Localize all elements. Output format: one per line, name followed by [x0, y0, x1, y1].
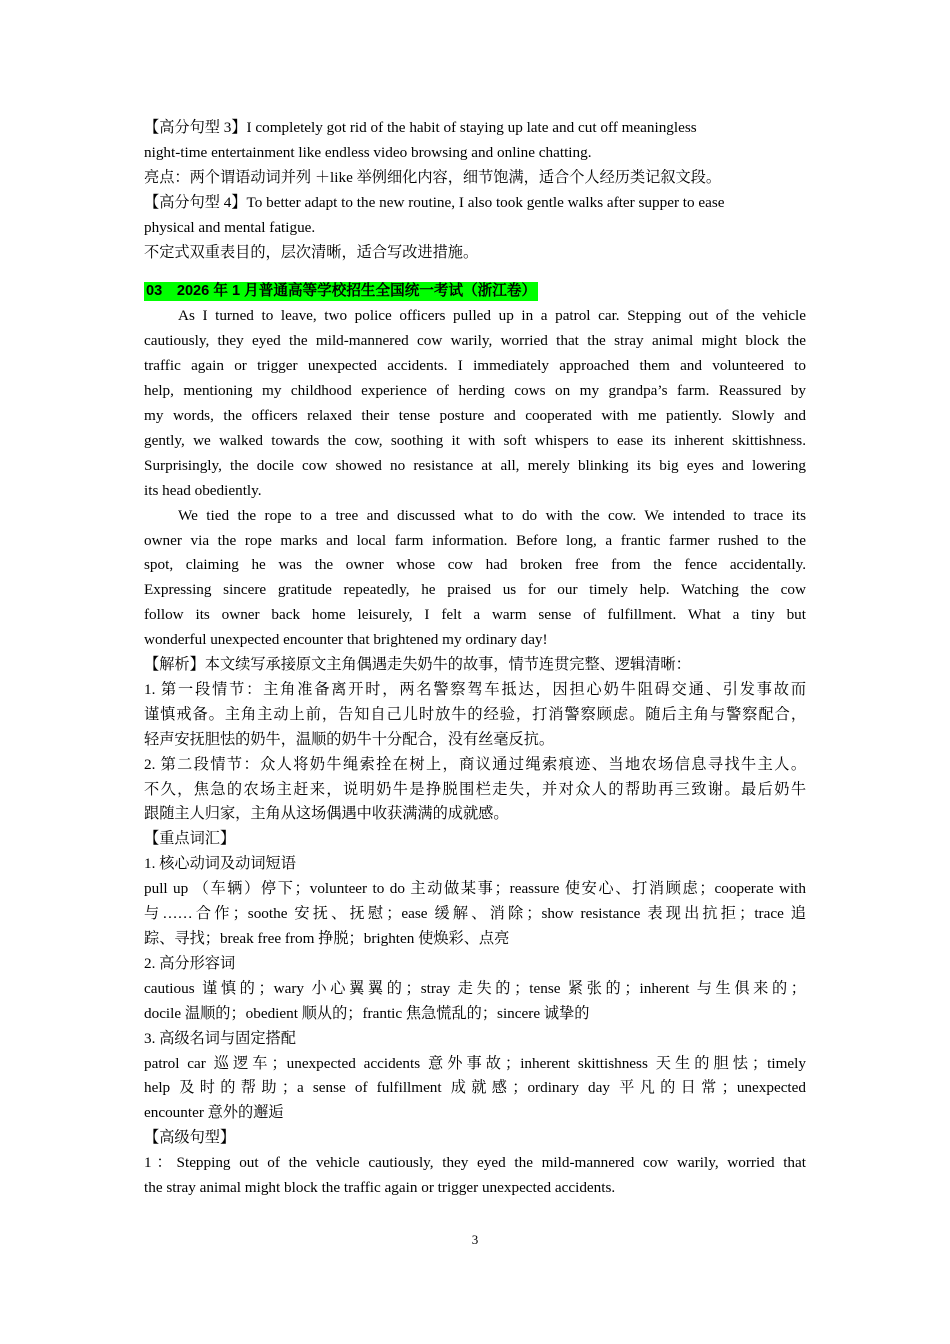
essay-p2-line: Expressing sincere gratitude repeatedly, he praised us for our timely help. Watching the cow — [144, 581, 806, 599]
essay-p2-line: follow its owner back home leisurely, I felt a warm sense of fulfillment. What a tiny but — [144, 606, 806, 624]
vocab-line: cautious 谨慎的；wary 小心翼翼的；stray 走失的；tense 紧张的；inherent 与生俱来的； — [144, 979, 806, 997]
vocab-line: 与……合作；soothe 安抚、抚慰；ease 缓解、消除；show resistance 表现出抗拒；trace 追 — [144, 905, 806, 923]
essay-p1-line: help, mentioning my childhood experience of herding cows on my grandpa’s farm. Reassured by — [144, 382, 806, 400]
essay-p2-line: wonderful unexpected encounter that brightened my ordinary day! — [144, 631, 548, 649]
vocab-section-title: 3. 高级名词与固定搭配 — [144, 1029, 296, 1047]
vocab-heading: 【重点词汇】 — [144, 830, 236, 848]
sentences-heading: 【高级句型】 — [144, 1129, 236, 1147]
analysis-point1-line: 谨慎戒备。主角主动上前，告知自己儿时放牛的经验，打消警察顾虑。随后主角与警察配合， — [144, 705, 806, 723]
sentence-pattern-4-cont: physical and mental fatigue. — [144, 218, 316, 236]
essay-p2-line: We tied the rope to a tree and discussed what to do with the cow. We intended to trace its — [178, 506, 806, 524]
sentence-pattern-4: 【高分句型 4】To better adapt to the new routine, I also took gentle walks after supper to ease — [144, 193, 725, 211]
analysis-point1-line: 轻声安抚胆怯的奶牛，温顺的奶牛十分配合，没有丝毫反抗。 — [144, 730, 555, 748]
sentence-pattern-3: 【高分句型 3】I completely got rid of the habit of staying up late and cut off meaningless — [144, 119, 697, 136]
essay-p1-line: As I turned to leave, two police officers pulled up in a patrol car. Stepping out of the vehicle — [178, 307, 806, 325]
vocab-line: patrol car 巡逻车；unexpected accidents 意外事故；inherent skittishness 天生的胆怯；timely — [144, 1054, 806, 1072]
essay-p1-line: traffic again or trigger unexpected accidents. I immediately approached them and volunteered to — [144, 357, 806, 375]
section-heading — [144, 279, 806, 304]
sentence-pattern-4-note: 不定式双重表目的，层次清晰，适合写改进措施。 — [144, 243, 479, 261]
analysis-point1-line: 1. 第一段情节：主角准备离开时，两名警察驾车抵达，因担心奶牛阻碍交通、引发事故而 — [144, 680, 806, 698]
section-heading-text: 03 2026 年 1 月普通高等学校招生全国统一考试（浙江卷） — [146, 283, 537, 300]
sentence-pattern-3-cont: night-time entertainment like endless video browsing and online chatting. — [144, 143, 592, 161]
analysis-point2-line: 跟随主人归家，主角从这场偶遇中收获满满的成就感。 — [144, 805, 509, 823]
analysis-point2-line: 不久，焦急的农场主赶来，说明奶牛是挣脱围栏走失，并对众人的帮助再三致谢。最后奶牛 — [144, 780, 806, 798]
essay-p1-line: cautiously, they eyed the mild-mannered cow warily, worried that the stray animal might block the — [144, 332, 806, 350]
sentence-pattern-3-note: 亮点：两个谓语动词并列 ＋like 举例细化内容，细节饱满，适合个人经历类记叙文段。 — [144, 168, 722, 186]
essay-p2-line: spot, claiming he was the owner whose cow had broken free from the fence accidentally. — [144, 556, 806, 574]
document-page — [144, 116, 806, 1201]
analysis-intro: 【解析】本文续写承接原文主角偶遇走失奶牛的故事，情节连贯完整、逻辑清晰： — [144, 656, 691, 674]
vocab-line: 踪、寻找；break free from 挣脱；brighten 使焕彩、点亮 — [144, 930, 510, 947]
sentence-line: the stray animal might block the traffic again or trigger unexpected accidents. — [144, 1179, 616, 1197]
vocab-line: docile 温顺的；obedient 顺从的；frantic 焦急慌乱的；sincere 诚挚的 — [144, 1004, 590, 1022]
sentence-line: 1：Stepping out of the vehicle cautiously, they eyed the mild-mannered cow warily, worried that — [144, 1154, 806, 1172]
essay-p1-line: its head obediently. — [144, 481, 262, 499]
vocab-section-title: 2. 高分形容词 — [144, 954, 236, 972]
vocab-line: help 及时的帮助；a sense of fulfillment 成就感；ordinary day 平凡的日常；unexpected — [144, 1079, 806, 1097]
essay-p1-line: my words, the officers relaxed their tense posture and cooperated with me patiently. Slowly and — [144, 406, 806, 424]
vocab-line: encounter 意外的邂逅 — [144, 1104, 284, 1122]
essay-p1-line: gently, we walked towards the cow, soothing it with soft whispers to ease its inherent skittishness. — [144, 431, 806, 449]
essay-p1-line: Surprisingly, the docile cow showed no resistance at all, merely blinking its big eyes and lowering — [144, 456, 806, 474]
essay-p2-line: owner via the rope marks and local farm information. Before long, a frantic farmer rushed to the — [144, 531, 806, 549]
page-number: 3 — [471, 1232, 479, 1247]
vocab-section-title: 1. 核心动词及动词短语 — [144, 855, 296, 873]
analysis-point2-line: 2. 第二段情节：众人将奶牛绳索拴在树上，商议通过绳索痕迹、当地农场信息寻找牛主人。 — [144, 755, 806, 773]
vocab-line: pull up （车辆）停下；volunteer to do 主动做某事；reassure 使安心、打消顾虑；cooperate with — [144, 880, 806, 898]
